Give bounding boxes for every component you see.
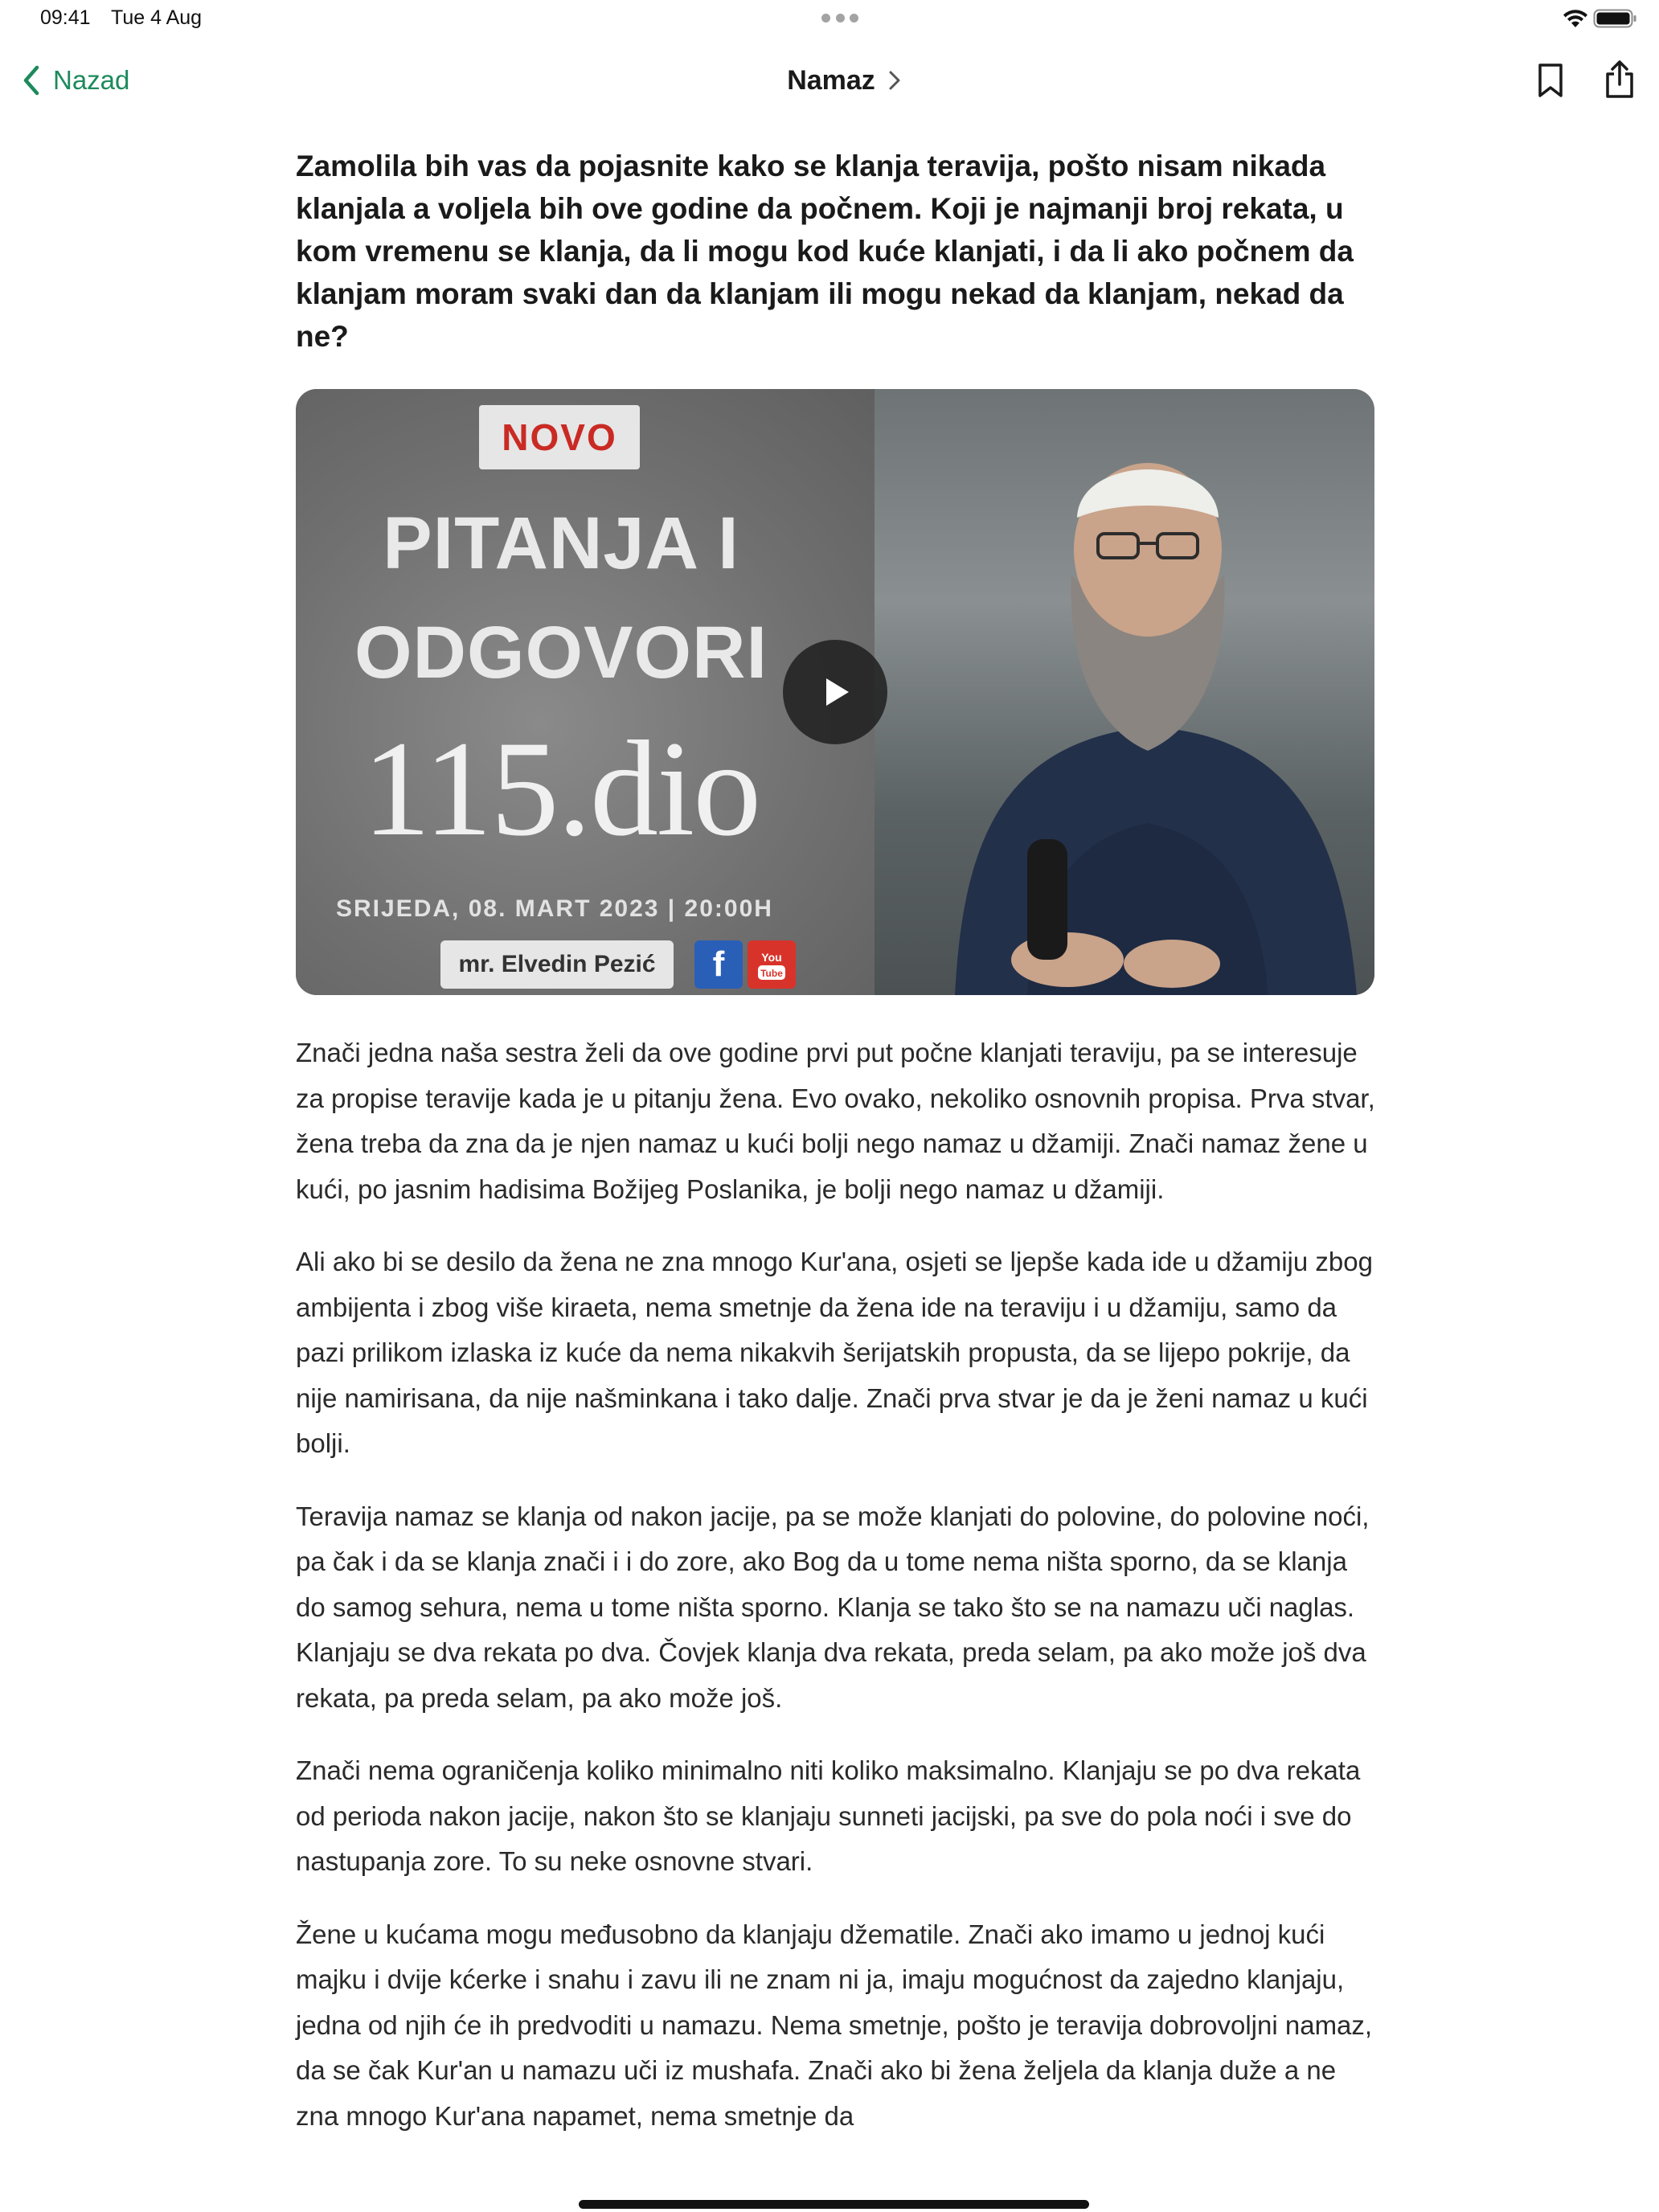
question-heading: Zamolila bih vas da pojasnite kako se klanja teravija, pošto nisam nikada klanjala a voljela bih ove godine da počnem. Koji je najmanji broj rekata, u kom vremenu se klanja, da li mogu kod kuće klanjati, i da li ako počnem da klanjam moram svaki dan da klanjam ili mogu nekad da klanjam, nekad da ne? (296, 150, 1354, 353)
youtube-icon (748, 940, 796, 989)
wifi-icon (1562, 8, 1589, 29)
chevron-right-icon (888, 70, 901, 91)
paragraph: Znači jedna naša sestra želi da ove godine prvi put počne klanjati teraviju, pa se interesuje za propise teravije kada je u pitanju žena. Evo ovako, nekoliko osnovnih propisa. Prva stvar, žena treba da zna da je njen namaz u kući bolji nego namaz u džamiji. Znači namaz žene u kući, po jasnim hadisima Božijeg Poslanika, je bolji nego namaz u džamiji. (296, 1038, 1375, 1204)
home-indicator[interactable] (579, 2200, 1089, 2209)
video-heading-line2: ODGOVORI (354, 612, 768, 694)
presenter-image (907, 389, 1374, 995)
multitasking-dots-icon[interactable] (821, 11, 858, 24)
video-player[interactable] (296, 389, 1374, 995)
share-button[interactable] (1600, 58, 1640, 101)
novo-badge: NOVO (479, 405, 640, 469)
status-bar (0, 0, 1659, 40)
video-part-number: 115.dio (362, 713, 760, 864)
video-author: mr. Elvedin Pezić (440, 940, 674, 989)
video-date: SRIJEDA, 08. MART 2023 | 20:00H (336, 895, 773, 922)
paragraph: Znači nema ograničenja koliko minimalno niti koliko maksimalno. Klanjaju se po dva rekata od perioda nakon jacije, nakon što se klanjaju sunneti jacijski, pa sve do pola noći i sve do nastupanja zore. To su neke osnovne stvari. (296, 1755, 1361, 1876)
share-icon (1604, 59, 1636, 100)
video-heading-line1: PITANJA I (383, 502, 739, 584)
chevron-left-icon (19, 63, 43, 98)
back-button[interactable] (19, 59, 129, 101)
paragraph: Ali ako bi se desilo da žena ne zna mnogo Kur'ana, osjeti se ljepše kada ide u džamiju zbog ambijenta i zbog više kiraeta, nema smetnje da žena ide na teraviju i u džamiju, samo da pazi prilikom izlaska iz kuće da nema nikakvih šerijatskih propusta, da se lijepo pokrije, da nije namirisana, da nije našminkana i tako dalje. Znači prva stvar je da je ženi namaz u kući bolji. (296, 1247, 1373, 1458)
facebook-icon: f (694, 940, 743, 989)
bookmark-icon (1537, 63, 1564, 98)
category-title-button[interactable] (699, 59, 989, 101)
status-time: 09:41 (40, 6, 91, 29)
back-label: Nazad (53, 65, 130, 95)
status-date: Tue 4 Aug (111, 6, 203, 29)
navigation-bar (0, 48, 1659, 113)
paragraph: Teravija namaz se klanja od nakon jacije, pa se može klanjati do polovine, do polovine noći, pa čak i da se klanja znači i i do zore, ako Bog da u tome nema ništa sporno, da se klanja do samog sehura, nema u tome ništa sporno. Klanja se tako što se na namazu uči naglas. Klanjaju se dva rekata po dva. Čovjek klanja dva rekata, preda selam, pa ako može još dva rekata, pa preda selam, pa ako može još. (296, 1501, 1370, 1713)
youtube-logo-bottom: Tube (760, 968, 783, 979)
youtube-logo-top: You (761, 951, 782, 964)
play-button[interactable] (783, 640, 887, 744)
battery-icon (1593, 8, 1638, 29)
article-body (296, 1030, 1381, 2166)
play-icon (815, 672, 855, 712)
youtube-logo-icon (753, 946, 790, 983)
paragraph: Žene u kućama mogu međusobno da klanjaju džematile. Znači ako imamo u jednoj kući majku i dvije kćerke i snahu i zavu ili ne znam ni ja, imaju mogućnost da zajedno klanjaju, jedna od njih će ih predvoditi u namazu. Nema smetnje, pošto je teravija dobrovoljni namaz, da se čak Kur'an u namazu uči iz mushafa. Znači ako bi žena željela da klanja duže a ne zna mnogo Kur'ana napamet, nema smetnje da (296, 1919, 1373, 2131)
bookmark-button[interactable] (1531, 59, 1570, 101)
page-title: Namaz (787, 64, 875, 96)
